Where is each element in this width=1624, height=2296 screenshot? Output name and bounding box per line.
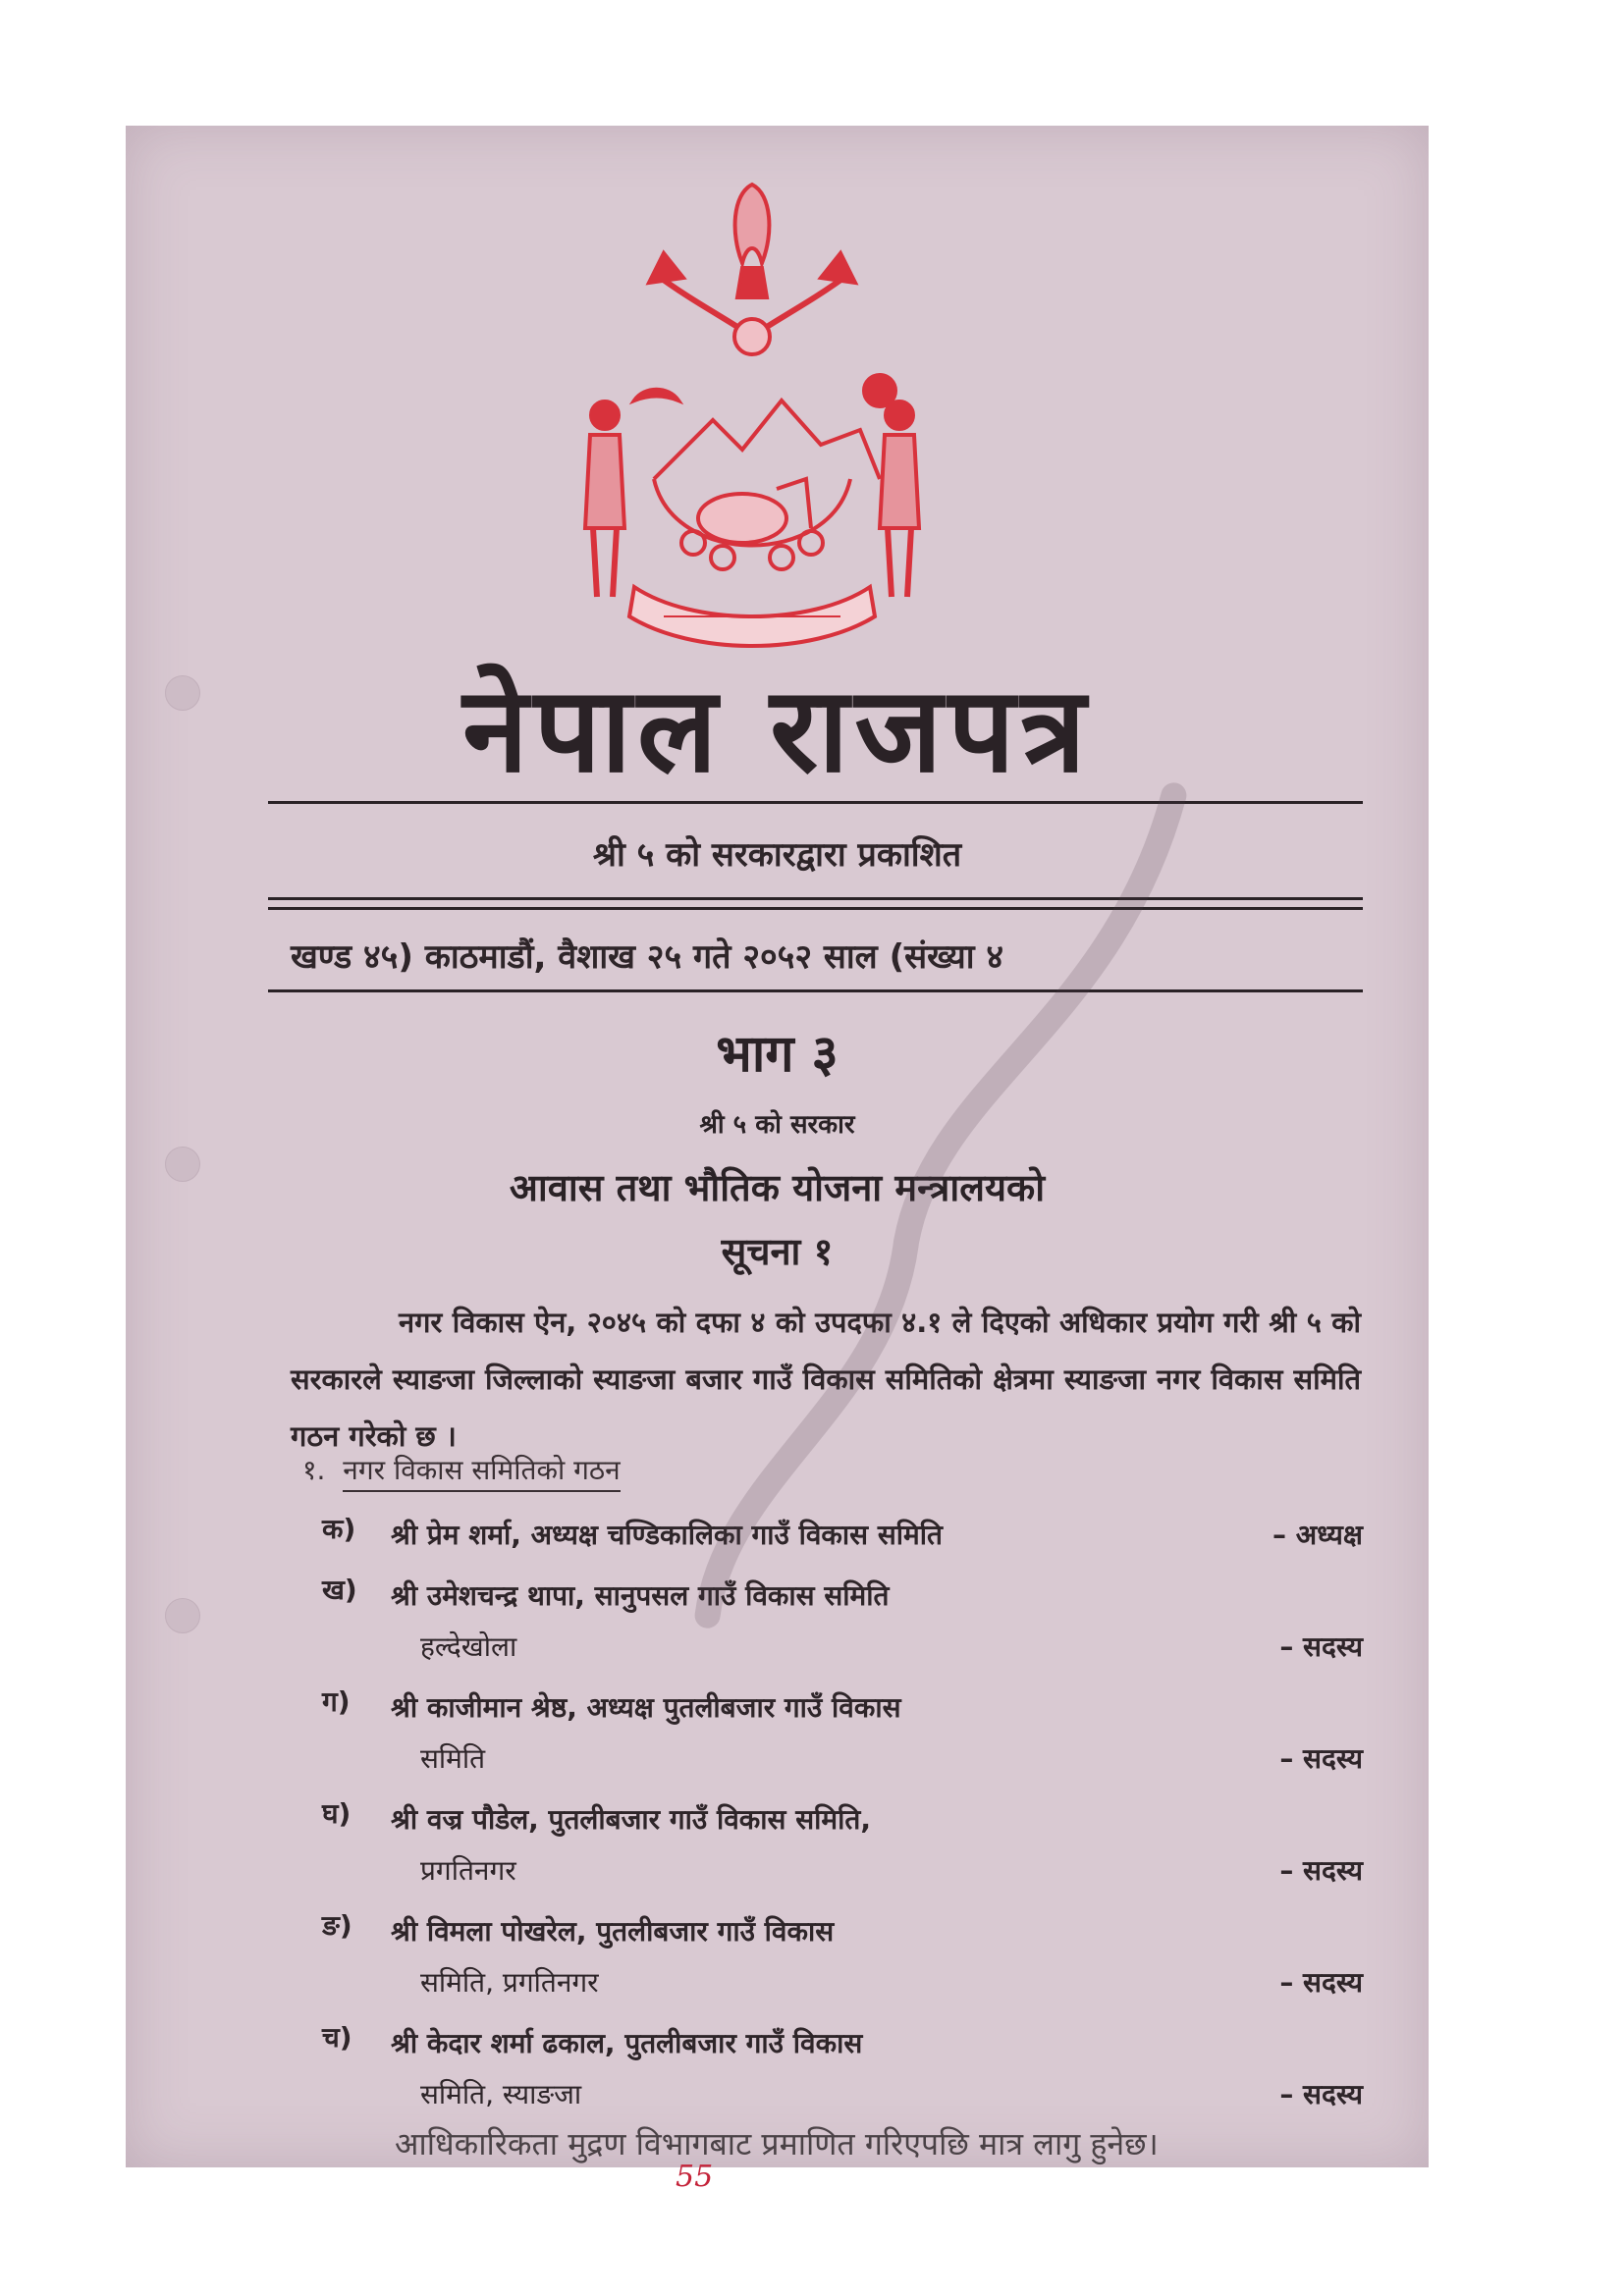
volume: खण्ड ४५) — [291, 937, 413, 977]
member-item — [322, 1906, 1363, 2008]
member-address: समिति, स्याङजा — [420, 2078, 582, 2110]
member-role: – सदस्य — [1279, 1742, 1363, 1775]
ministry-heading: आवास तथा भौतिक योजना मन्त्रालयको — [509, 1166, 1046, 1209]
authenticity-note: आधिकारिकता मुद्रण विभागबाट प्रमाणित गरिएपछि मात्र लागु हुनेछ। — [395, 2125, 1159, 2163]
notice-title: सूचना १ — [721, 1230, 834, 1273]
member-letter: क) — [322, 1513, 356, 1545]
member-name: श्री वज्र पौडेल, पुतलीबजार गाउँ विकास समिति, — [391, 1803, 872, 1836]
member-item — [322, 2018, 1363, 2120]
member-letter: च) — [322, 2021, 352, 2054]
member-item — [322, 1794, 1363, 1896]
member-item — [322, 1682, 1363, 1785]
part-heading: भाग ३ — [716, 1024, 839, 1084]
place-date: काठमाडौं, वैशाख २५ गते २०५२ साल — [424, 937, 878, 977]
member-name: श्री केदार शर्मा ढकाल, पुतलीबजार गाउँ विकास — [391, 2027, 863, 2059]
member-address: प्रगतिनगर — [420, 1854, 516, 1887]
member-role: – सदस्य — [1279, 1966, 1363, 1999]
member-address: समिति — [420, 1742, 486, 1775]
section-heading — [302, 1451, 621, 1488]
gazette-page — [126, 126, 1429, 2194]
government-heading: श्री ५ को सरकार — [699, 1110, 855, 1140]
member-role: – अध्यक्ष — [1272, 1519, 1363, 1551]
section-number: १. — [302, 1454, 326, 1486]
section-title: नगर विकास समितिको गठन — [343, 1454, 620, 1492]
handwritten-page-number: 55 — [676, 2160, 714, 2194]
member-letter: ग) — [322, 1685, 351, 1718]
member-letter: घ) — [322, 1797, 352, 1830]
member-name: श्री उमेशचन्द्र थापा, सानुपसल गाउँ विकास समिति — [391, 1579, 890, 1612]
member-address: हल्देखोला — [420, 1630, 517, 1663]
member-role: – सदस्य — [1279, 1630, 1363, 1663]
member-name: श्री काजीमान श्रेष्ठ, अध्यक्ष पुतलीबजार गाउँ विकास — [391, 1691, 901, 1724]
member-role: – सदस्य — [1279, 2078, 1363, 2110]
gazette-title: नेपाल राजपत्र — [462, 661, 1092, 799]
member-name: श्री प्रेम शर्मा, अध्यक्ष चण्डिकालिका गाउँ विकास समिति — [391, 1519, 943, 1551]
member-address: समिति, प्रगतिनगर — [420, 1966, 599, 1999]
issue-number: (संख्या ४ — [889, 937, 1004, 977]
member-role: – सदस्य — [1279, 1854, 1363, 1887]
gazette-subtitle: श्री ५ को सरकारद्वारा प्रकाशित — [592, 835, 962, 875]
member-name: श्री विमला पोखरेल, पुतलीबजार गाउँ विकास — [391, 1915, 835, 1948]
member-item — [322, 1571, 1363, 1673]
member-letter: ङ) — [322, 1909, 352, 1942]
header-divider — [268, 989, 1363, 992]
notice-body: नगर विकास ऐन, २०४५ को दफा ४ को उपदफा ४.१ ले दिएको अधिकार प्रयोग गरी श्री ५ को सरकारले स्याङजा जिल्लाको स्याङजा बजार गाउँ विकास समितिको क्षेत्रमा स्याङजा नगर विकास समिति गठन गरेको छ । — [291, 1306, 1361, 1453]
punch-hole — [165, 1598, 200, 1633]
punch-holes — [165, 126, 224, 2167]
coat-of-arms-emblem — [546, 155, 958, 666]
member-list — [322, 1510, 1363, 2130]
member-letter: ख) — [322, 1574, 357, 1606]
